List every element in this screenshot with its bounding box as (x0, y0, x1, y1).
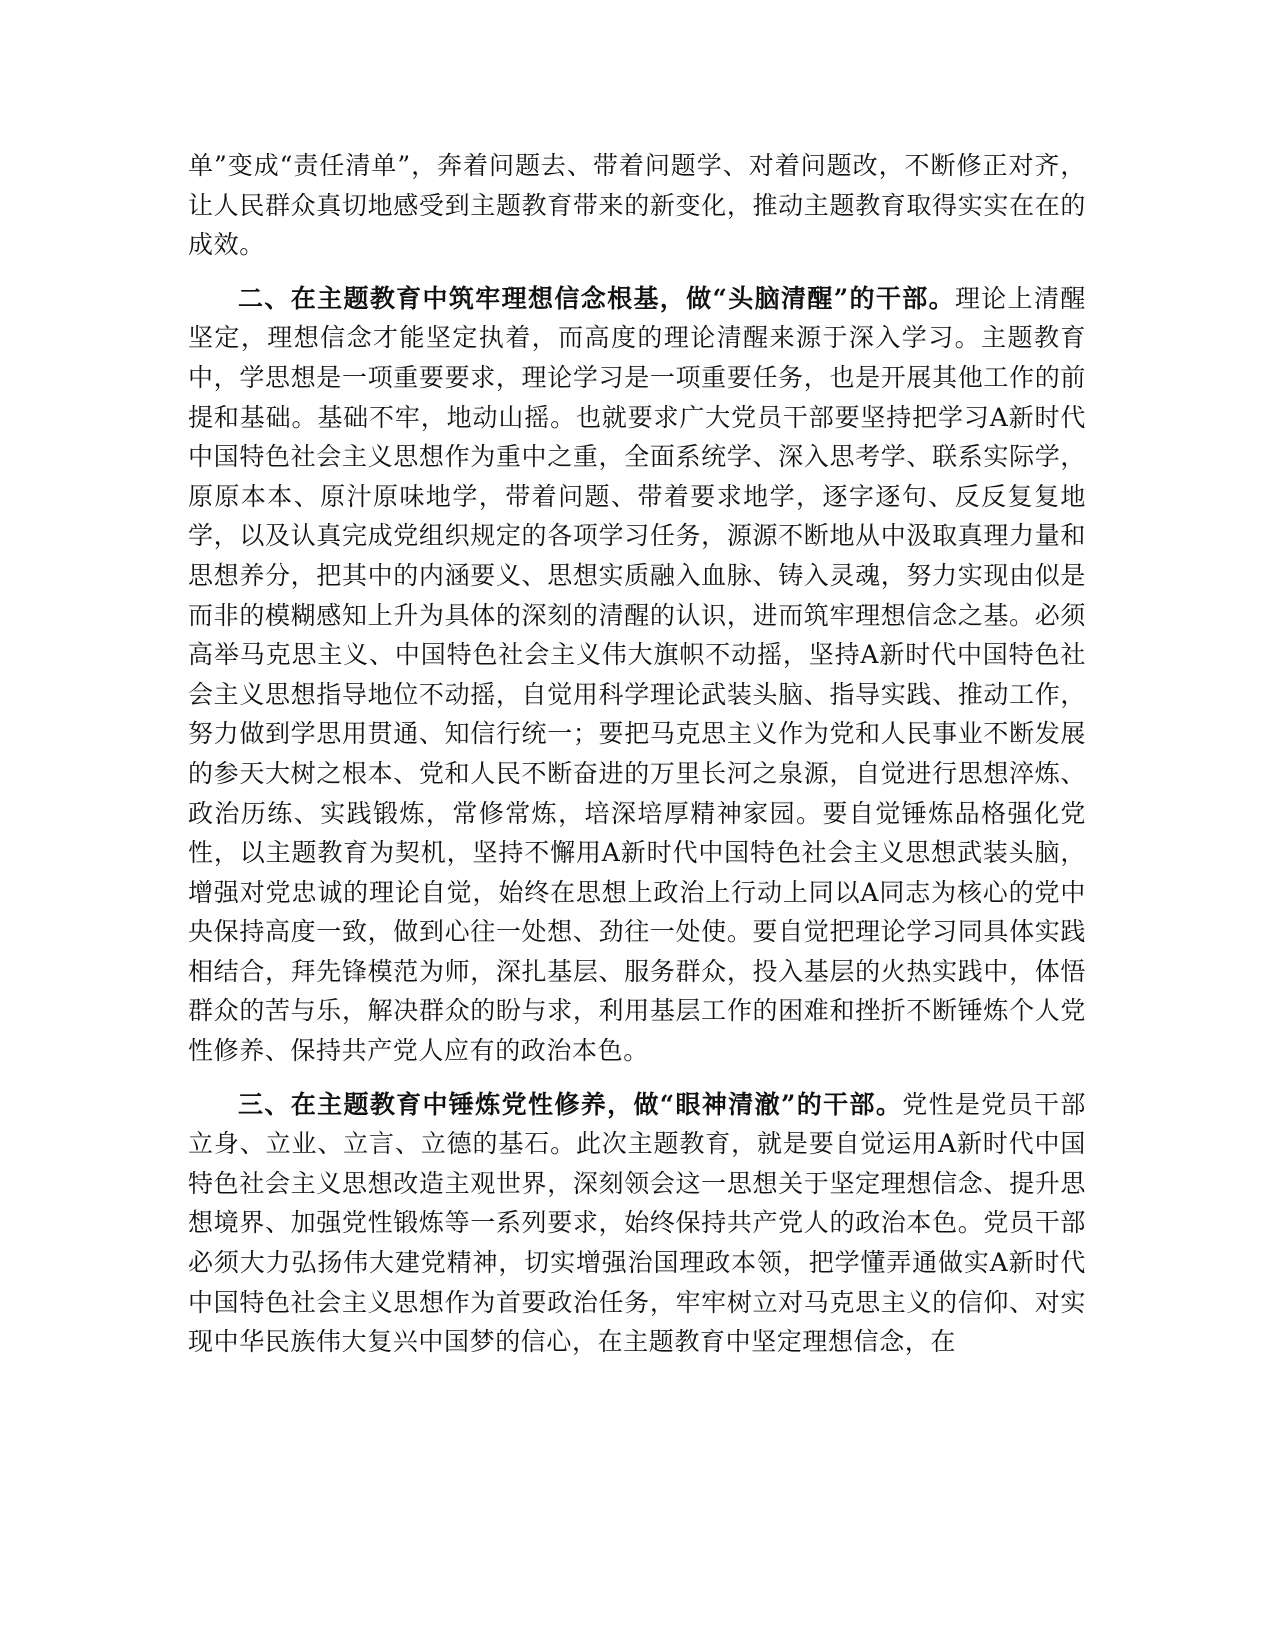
section-3-heading: 三、在主题教育中锤炼党性修养，做“眼神清澈”的干部。 (238, 1089, 903, 1119)
paragraph-2-text: 理论上清醒坚定，理想信念才能坚定执着，而高度的理论清醒来源于深入学习。主题教育中，学思想是一项重要要求，理论学习是一项重要任务，也是开展其他工作的前提和基础。基础不牢，地动山摇。也就要求广大党员干部要坚持把学习A新时代中国特色社会主义思想作为重中之重，全面系统学、深入思考学、联系实际学，原原本本、原汁原味地学，带着问题、带着要求地学，逐字逐句、反反复复地学，以及认真完成党组织规定的各项学习任务，源源不断地从中汲取真理力量和思想养分，把其中的内涵要义、思想实质融入血脉、铸入灵魂，努力实现由似是而非的模糊感知上升为具体的深刻的清醒的认识，进而筑牢理想信念之基。必须高举马克思主义、中国特色社会主义伟大旗帜不动摇，坚持A新时代中国特色社会主义思想指导地位不动摇，自觉用科学理论武装头脑、指导实践、推动工作，努力做到学思用贯通、知信行统一；要把马克思主义作为党和人民事业不断发展的参天大树之根本、党和人民不断奋进的万里长河之泉源，自觉进行思想淬炼、政治历练、实践锻炼，常修常炼，培深培厚精神家园。要自觉锤炼品格强化党性，以主题教育为契机，坚持不懈用A新时代中国特色社会主义思想武装头脑，增强对党忠诚的理论自觉，始终在思想上政治上行动上同以A同志为核心的党中央保持高度一致，做到心往一处想、劲往一处使。要自觉把理论学习同具体实践相结合，拜先锋模范为师，深扎基层、服务群众，投入基层的火热实践中，体悟群众的苦与乐，解决群众的盼与求，利用基层工作的困难和挫折不断锤炼个人党性修养、保持共产党人应有的政治本色。 (188, 283, 1086, 1066)
paragraph-3 (188, 1085, 1086, 1362)
paragraph-1 (188, 146, 1086, 265)
paragraph-1-text: 单”变成“责任清单”，奔着问题去、带着问题学、对着问题改，不断修正对齐，让人民群众真切地感受到主题教育带来的新变化，推动主题教育取得实实在在的成效。 (188, 151, 1086, 260)
section-2-heading: 二、在主题教育中筑牢理想信念根基，做“头脑清醒”的干部。 (238, 283, 955, 313)
paragraph-2 (188, 279, 1086, 1071)
document-body (188, 146, 1086, 1362)
paragraph-3-text: 党性是党员干部立身、立业、立言、立德的基石。此次主题教育，就是要自觉运用A新时代中国特色社会主义思想改造主观世界，深刻领会这一思想关于坚定理想信念、提升思想境界、加强党性锻炼等一系列要求，始终保持共产党人的政治本色。党员干部必须大力弘扬伟大建党精神，切实增强治国理政本领，把学懂弄通做实A新时代中国特色社会主义思想作为首要政治任务，牢牢树立对马克思主义的信仰、对实现中华民族伟大复兴中国梦的信心，在主题教育中坚定理想信念，在 (188, 1089, 1086, 1357)
